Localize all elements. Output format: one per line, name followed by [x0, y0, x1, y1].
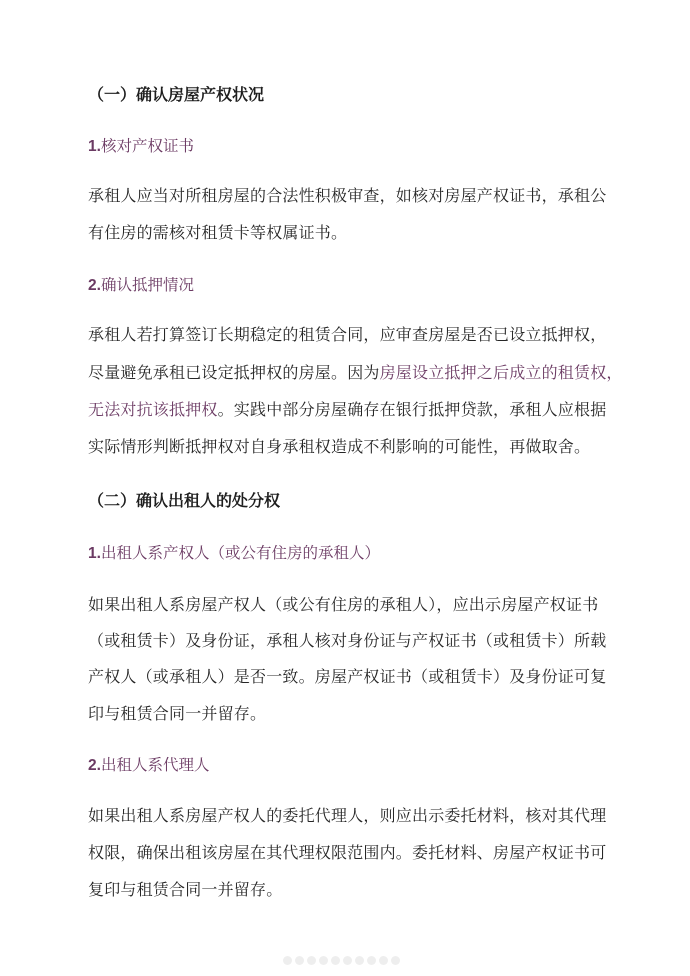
watermark-dot	[367, 956, 376, 965]
watermark-dot	[307, 956, 316, 965]
sub-heading-text: 出租人系产权人（或公有住房的承租人）	[100, 544, 380, 562]
sub-heading-text: 核对产权证书	[100, 137, 194, 155]
paragraph-line: 印与租赁合同一并留存。	[88, 704, 267, 723]
sub-heading-number: 2.	[88, 757, 101, 774]
paragraph-line: 产权人（或承租人）是否一致。房屋产权证书（或租赁卡）及身份证可复	[88, 667, 607, 686]
section-1-sub-1-heading	[88, 135, 194, 158]
watermark-dot	[331, 956, 340, 965]
paragraph-line: 如果出租人系房屋产权人（或公有住房的承租人），应出示房屋产权证书	[88, 595, 599, 614]
watermark-dot	[319, 956, 328, 965]
paragraph-line	[88, 362, 623, 384]
sub-heading-text: 确认抵押情况	[100, 276, 194, 294]
paragraph-text: 。实践中部分房屋确存在银行抵押贷款，承租人应根据	[217, 400, 607, 419]
watermark-dot	[355, 956, 364, 965]
paragraph-line: 权限，确保出租该房屋在其代理权限范围内。委托材料、房屋产权证书可	[88, 843, 607, 862]
section-2-heading: （二）确认出租人的处分权	[88, 491, 281, 510]
paragraph-line	[88, 399, 606, 421]
watermark-dot	[283, 956, 292, 965]
sub-heading-number: 2.	[88, 277, 101, 294]
paragraph-line: 承租人若打算签订长期稳定的租赁合同，应审查房屋是否已设立抵押权，	[88, 325, 607, 344]
section-2-sub-1-heading	[88, 542, 380, 565]
section-2-sub-2-heading	[88, 754, 209, 777]
paragraph-line: 有住房的需核对租赁卡等权属证书。	[88, 223, 348, 242]
watermark	[283, 950, 403, 970]
paragraph-line: 承租人应当对所租房屋的合法性积极审查，如核对房屋产权证书，承租公	[88, 186, 607, 205]
highlighted-text: 房屋设立抵押之后成立的租赁权，	[379, 363, 623, 382]
paragraph-line: 实际情形判断抵押权对自身承租权造成不利影响的可能性，再做取舍。	[88, 437, 591, 456]
paragraph-text: 尽量避免承租已设定抵押权的房屋。因为	[88, 363, 380, 382]
watermark-dot	[379, 956, 388, 965]
sub-heading-number: 1.	[88, 138, 101, 155]
sub-heading-text: 出租人系代理人	[100, 756, 210, 774]
paragraph-line: （或租赁卡）及身份证，承租人核对身份证与产权证书（或租赁卡）所载	[88, 631, 607, 650]
watermark-dot	[343, 956, 352, 965]
paragraph-line: 如果出租人系房屋产权人的委托代理人，则应出示委托材料，核对其代理	[88, 806, 607, 825]
watermark-dot	[295, 956, 304, 965]
sub-heading-number: 1.	[88, 545, 101, 562]
highlighted-text: 无法对抗该抵押权	[88, 400, 218, 419]
section-1-heading: （一）确认房屋产权状况	[88, 85, 265, 104]
watermark-dot	[391, 956, 400, 965]
paragraph-line: 复印与租赁合同一并留存。	[88, 880, 283, 899]
section-1-sub-2-heading	[88, 274, 194, 297]
